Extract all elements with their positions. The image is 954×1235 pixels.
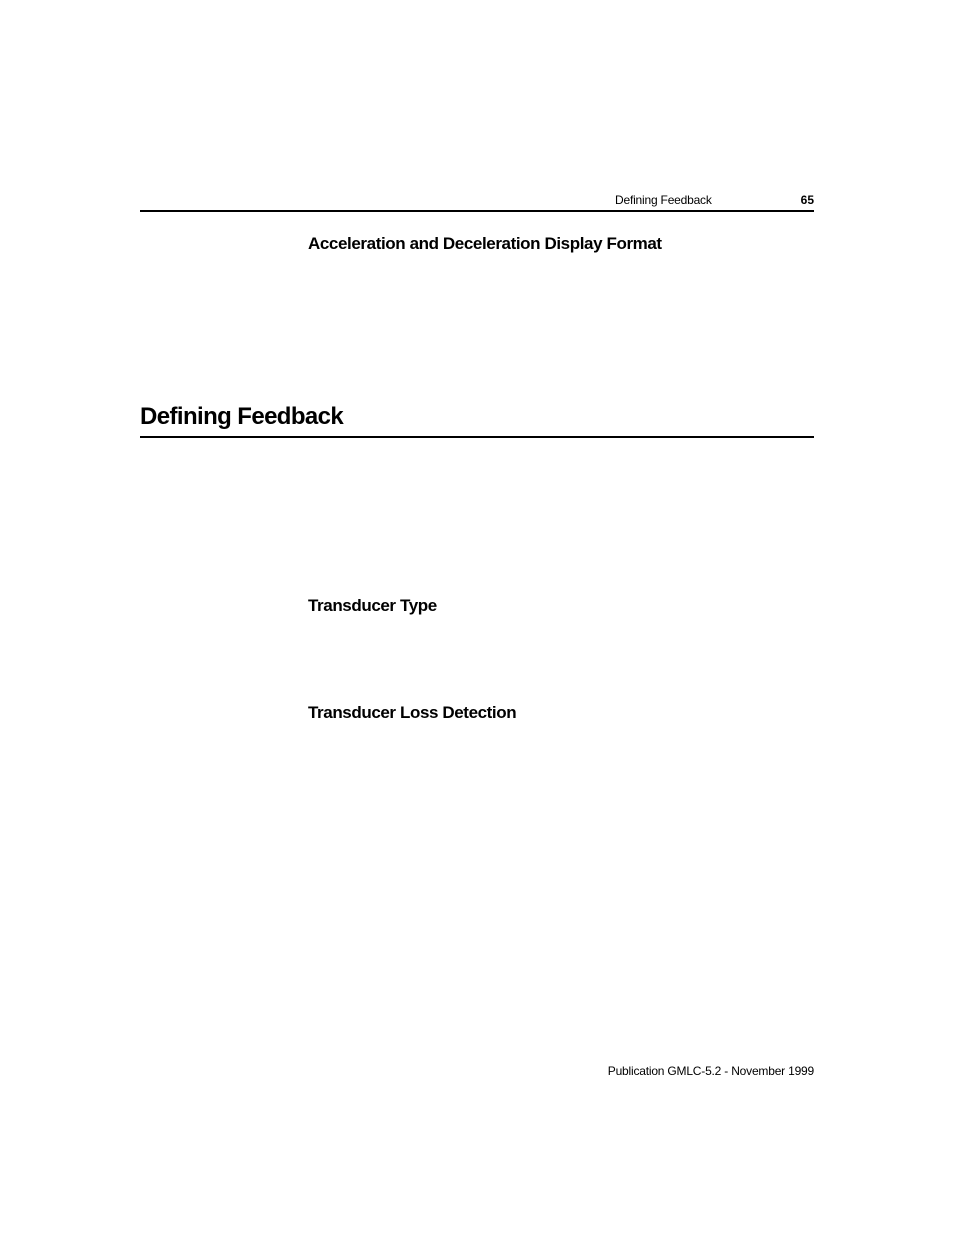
transducer-type-heading: Transducer Type bbox=[308, 596, 437, 615]
running-header-title: Defining Feedback bbox=[615, 193, 712, 207]
header-divider bbox=[140, 210, 814, 212]
section-title-defining-feedback: Defining Feedback bbox=[140, 403, 344, 430]
transducer-loss-detection-heading: Transducer Loss Detection bbox=[308, 703, 517, 722]
page-number: 65 bbox=[800, 193, 814, 207]
section-divider bbox=[140, 436, 814, 438]
accel-decel-format-heading: Acceleration and Deceleration Display Format bbox=[308, 234, 662, 253]
publication-footer: Publication GMLC-5.2 - November 1999 bbox=[607, 1064, 814, 1078]
